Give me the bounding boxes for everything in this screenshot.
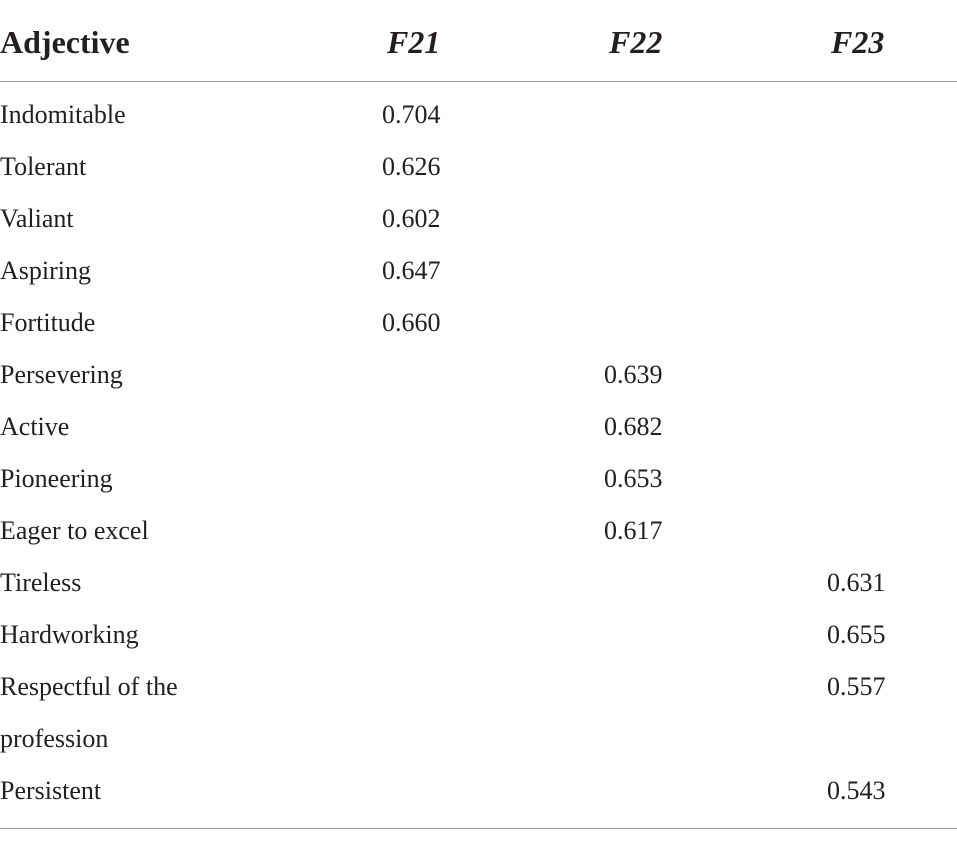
cell-adjective: Active <box>0 412 70 441</box>
table-row <box>0 341 957 393</box>
table-row <box>0 549 957 601</box>
cell-adjective: Indomitable <box>0 100 126 129</box>
column-header-f22: F22 <box>609 24 663 60</box>
table-row <box>0 185 957 237</box>
cell-f21: 0.660 <box>382 308 441 337</box>
table-bottom-rule <box>0 828 957 829</box>
table-row <box>0 133 957 185</box>
cell-f21: 0.602 <box>382 204 441 233</box>
table-row <box>0 289 957 341</box>
cell-f21: 0.626 <box>382 152 441 181</box>
table-row <box>0 757 957 809</box>
table-row <box>0 237 957 289</box>
table-row <box>0 497 957 549</box>
cell-f21: 0.647 <box>382 256 441 285</box>
table-body <box>0 81 957 809</box>
column-header-f23: F23 <box>831 24 885 60</box>
cell-adjective: Eager to excel <box>0 516 149 545</box>
cell-adjective: Persistent <box>0 776 102 805</box>
cell-adjective: Respectful of the profession <box>0 672 178 753</box>
cell-adjective: Persevering <box>0 360 123 389</box>
column-header-f21: F21 <box>387 24 441 60</box>
cell-f22: 0.653 <box>604 464 663 493</box>
cell-adjective: Tireless <box>0 568 82 597</box>
column-header-adjective: Adjective <box>0 24 130 60</box>
table-row <box>0 445 957 497</box>
cell-adjective: Hardworking <box>0 620 139 649</box>
cell-adjective: Fortitude <box>0 308 96 337</box>
table-row <box>0 601 957 653</box>
table-row <box>0 81 957 133</box>
cell-f22: 0.682 <box>604 412 663 441</box>
cell-f23: 0.557 <box>827 672 886 701</box>
cell-adjective: Valiant <box>0 204 74 233</box>
cell-adjective: Aspiring <box>0 256 91 285</box>
cell-f23: 0.543 <box>827 776 886 805</box>
table-header <box>0 0 957 81</box>
cell-f22: 0.639 <box>604 360 663 389</box>
cell-adjective: Pioneering <box>0 464 113 493</box>
cell-f23: 0.655 <box>827 620 886 649</box>
cell-f21: 0.704 <box>382 100 441 129</box>
cell-f22: 0.617 <box>604 516 663 545</box>
cell-adjective: Tolerant <box>0 152 87 181</box>
table-row <box>0 393 957 445</box>
cell-f23: 0.631 <box>827 568 886 597</box>
table-row <box>0 653 957 757</box>
